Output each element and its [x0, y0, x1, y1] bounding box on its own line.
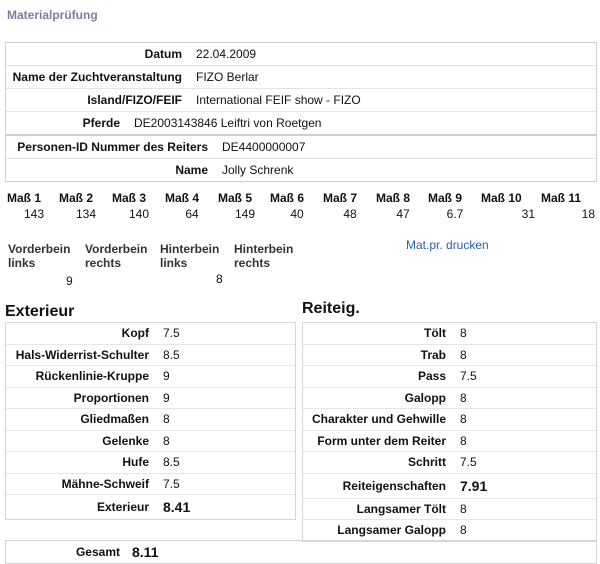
hinterbein-rechts: [234, 242, 293, 270]
score-row: [303, 366, 596, 388]
score-row: [6, 409, 295, 431]
score-value: 8: [460, 412, 467, 427]
score-value: 9: [163, 369, 170, 384]
mass-value: 40: [290, 207, 304, 221]
mass-cell: [541, 191, 595, 221]
score-value: 8: [460, 433, 467, 448]
zucht-value: FIZO Berlar: [196, 70, 259, 84]
score-row: [303, 499, 596, 521]
score-value: 9: [163, 390, 170, 405]
score-label: Proportionen: [73, 390, 149, 405]
info-row-pferde: [6, 112, 596, 134]
score-label: Rückenlinie-Kruppe: [35, 369, 149, 384]
info-row-datum: [6, 43, 596, 66]
score-label: Langsamer Galopp: [337, 523, 446, 538]
score-value: 8: [460, 501, 467, 516]
score-label: Hufe: [122, 455, 149, 470]
score-label: Langsamer Tölt: [356, 501, 446, 516]
score-row: [303, 431, 596, 453]
bein-label: Vorderbein: [8, 242, 71, 256]
mass-value: 48: [343, 207, 357, 221]
score-label: Gliedmaßen: [80, 412, 149, 427]
gesamt-value: 8.11: [132, 544, 159, 560]
score-value: 7.5: [460, 369, 477, 384]
page-title: Materialprüfung: [7, 8, 98, 22]
mass-label: Maß 1: [7, 191, 42, 205]
rider-info-box: [5, 135, 597, 182]
bein-label: rechts: [234, 256, 271, 270]
mass-label: Maß 6: [270, 191, 305, 205]
mass-label: Maß 8: [376, 191, 411, 205]
score-label: Pass: [417, 369, 446, 384]
datum-label: Datum: [144, 47, 182, 61]
score-label: Trab: [420, 347, 446, 362]
score-label: Charakter und Gehwille: [311, 412, 446, 427]
score-value: 7.5: [163, 476, 180, 491]
exterieur-total-row: [6, 495, 295, 519]
score-value: 8: [460, 347, 467, 362]
score-row: [303, 323, 596, 345]
score-value: 8: [163, 433, 170, 448]
score-label: Hals-Widerrist-Schulter: [15, 347, 149, 362]
bein-label: links: [8, 256, 36, 270]
mass-label: Maß 10: [481, 191, 522, 205]
zucht-label: Name der Zuchtveranstaltung: [12, 70, 182, 84]
score-value: 8.5: [163, 347, 180, 362]
score-value: 8: [460, 390, 467, 405]
mass-label: Maß 11: [541, 191, 582, 205]
mass-cell: [323, 191, 377, 221]
mass-label: Maß 7: [323, 191, 358, 205]
score-label: Reiteigenschaften: [342, 478, 446, 493]
gesamt-box: [5, 540, 597, 564]
hinterbein-links-value: 8: [216, 272, 223, 286]
mass-label: Maß 3: [112, 191, 147, 205]
mass-value: 134: [75, 207, 97, 221]
score-label: Galopp: [404, 390, 446, 405]
mass-value: 64: [185, 207, 199, 221]
score-value: 7.5: [460, 455, 477, 470]
datum-value: 22.04.2009: [196, 47, 257, 61]
score-row: [6, 431, 295, 453]
mass-value: 47: [396, 207, 410, 221]
exterieur-title: Exterieur: [5, 303, 75, 320]
mass-value: 18: [581, 207, 595, 221]
score-row: [303, 520, 596, 541]
reiteig-table: [302, 322, 597, 542]
info-row-reiter: [6, 136, 596, 159]
mass-value: 140: [128, 207, 150, 221]
gesamt-label: Gesamt: [75, 545, 120, 559]
score-row: [6, 366, 295, 388]
mass-label: Maß 2: [59, 191, 94, 205]
vorderbein-links-value: 9: [66, 274, 73, 288]
exterieur-total-value: 8.41: [163, 499, 191, 515]
print-link[interactable]: Mat.pr. drucken: [406, 238, 489, 252]
mass-cell: [218, 191, 272, 221]
reiteig-total-value: 7.91: [460, 477, 488, 494]
info-row-name: [6, 159, 596, 181]
score-row: [6, 474, 295, 496]
island-label: Island/FIZO/FEIF: [87, 93, 182, 107]
name-label: Name: [175, 163, 208, 177]
mass-value: 31: [521, 207, 535, 221]
reiter-value: DE4400000007: [222, 140, 306, 154]
vorderbein-rechts: [85, 242, 147, 270]
hinterbein-links: [160, 242, 219, 270]
name-value: Jolly Schrenk: [222, 163, 294, 177]
score-row: [303, 452, 596, 474]
mass-value: 6.7: [446, 207, 464, 221]
vorderbein-links: [8, 242, 70, 270]
mass-value: 149: [234, 207, 256, 221]
score-label: Schritt: [407, 455, 446, 470]
mass-cell: [481, 191, 535, 221]
bein-label: links: [160, 256, 188, 270]
mass-cell: [7, 191, 61, 221]
score-value: 7.5: [163, 326, 180, 341]
island-value: International FEIF show - FIZO: [196, 93, 361, 107]
reiteig-total-row: [303, 474, 596, 499]
score-row: [303, 345, 596, 367]
info-row-zucht: [6, 66, 596, 89]
score-label: Form unter dem Reiter: [317, 433, 446, 448]
score-row: [6, 323, 295, 345]
bein-label: Vorderbein: [85, 242, 148, 256]
mass-cell: [59, 191, 113, 221]
score-label: Gelenke: [102, 433, 149, 448]
horse-info-box: [5, 42, 597, 135]
mass-cell: [270, 191, 324, 221]
score-value: 8: [460, 326, 467, 341]
bein-label: Hinterbein: [234, 242, 294, 256]
score-value: 8: [163, 412, 170, 427]
score-value: 8.5: [163, 455, 180, 470]
bein-label: rechts: [85, 256, 122, 270]
score-label: Mähne-Schweif: [61, 476, 149, 491]
pferde-value: DE2003143846 Leiftri von Roetgen: [134, 116, 322, 130]
mass-value: 143: [23, 207, 45, 221]
score-label: Kopf: [121, 326, 149, 341]
mass-label: Maß 4: [165, 191, 200, 205]
score-row: [6, 345, 295, 367]
info-row-island: [6, 89, 596, 112]
score-row: [6, 452, 295, 474]
score-row: [303, 409, 596, 431]
mass-cell: [428, 191, 482, 221]
score-value: 8: [460, 523, 467, 538]
score-row: [303, 388, 596, 410]
exterieur-table: [5, 322, 296, 520]
pferde-label: Pferde: [82, 116, 120, 130]
mass-cell: [112, 191, 166, 221]
mass-cell: [376, 191, 430, 221]
score-label: Tölt: [424, 326, 446, 341]
score-row: [6, 388, 295, 410]
reiter-label: Personen-ID Nummer des Reiters: [17, 140, 208, 154]
score-label: Exterieur: [96, 500, 149, 514]
reiteig-title: Reiteig.: [302, 300, 360, 317]
mass-label: Maß 9: [428, 191, 463, 205]
mass-cell: [165, 191, 219, 221]
bein-label: Hinterbein: [160, 242, 220, 256]
mass-label: Maß 5: [218, 191, 253, 205]
